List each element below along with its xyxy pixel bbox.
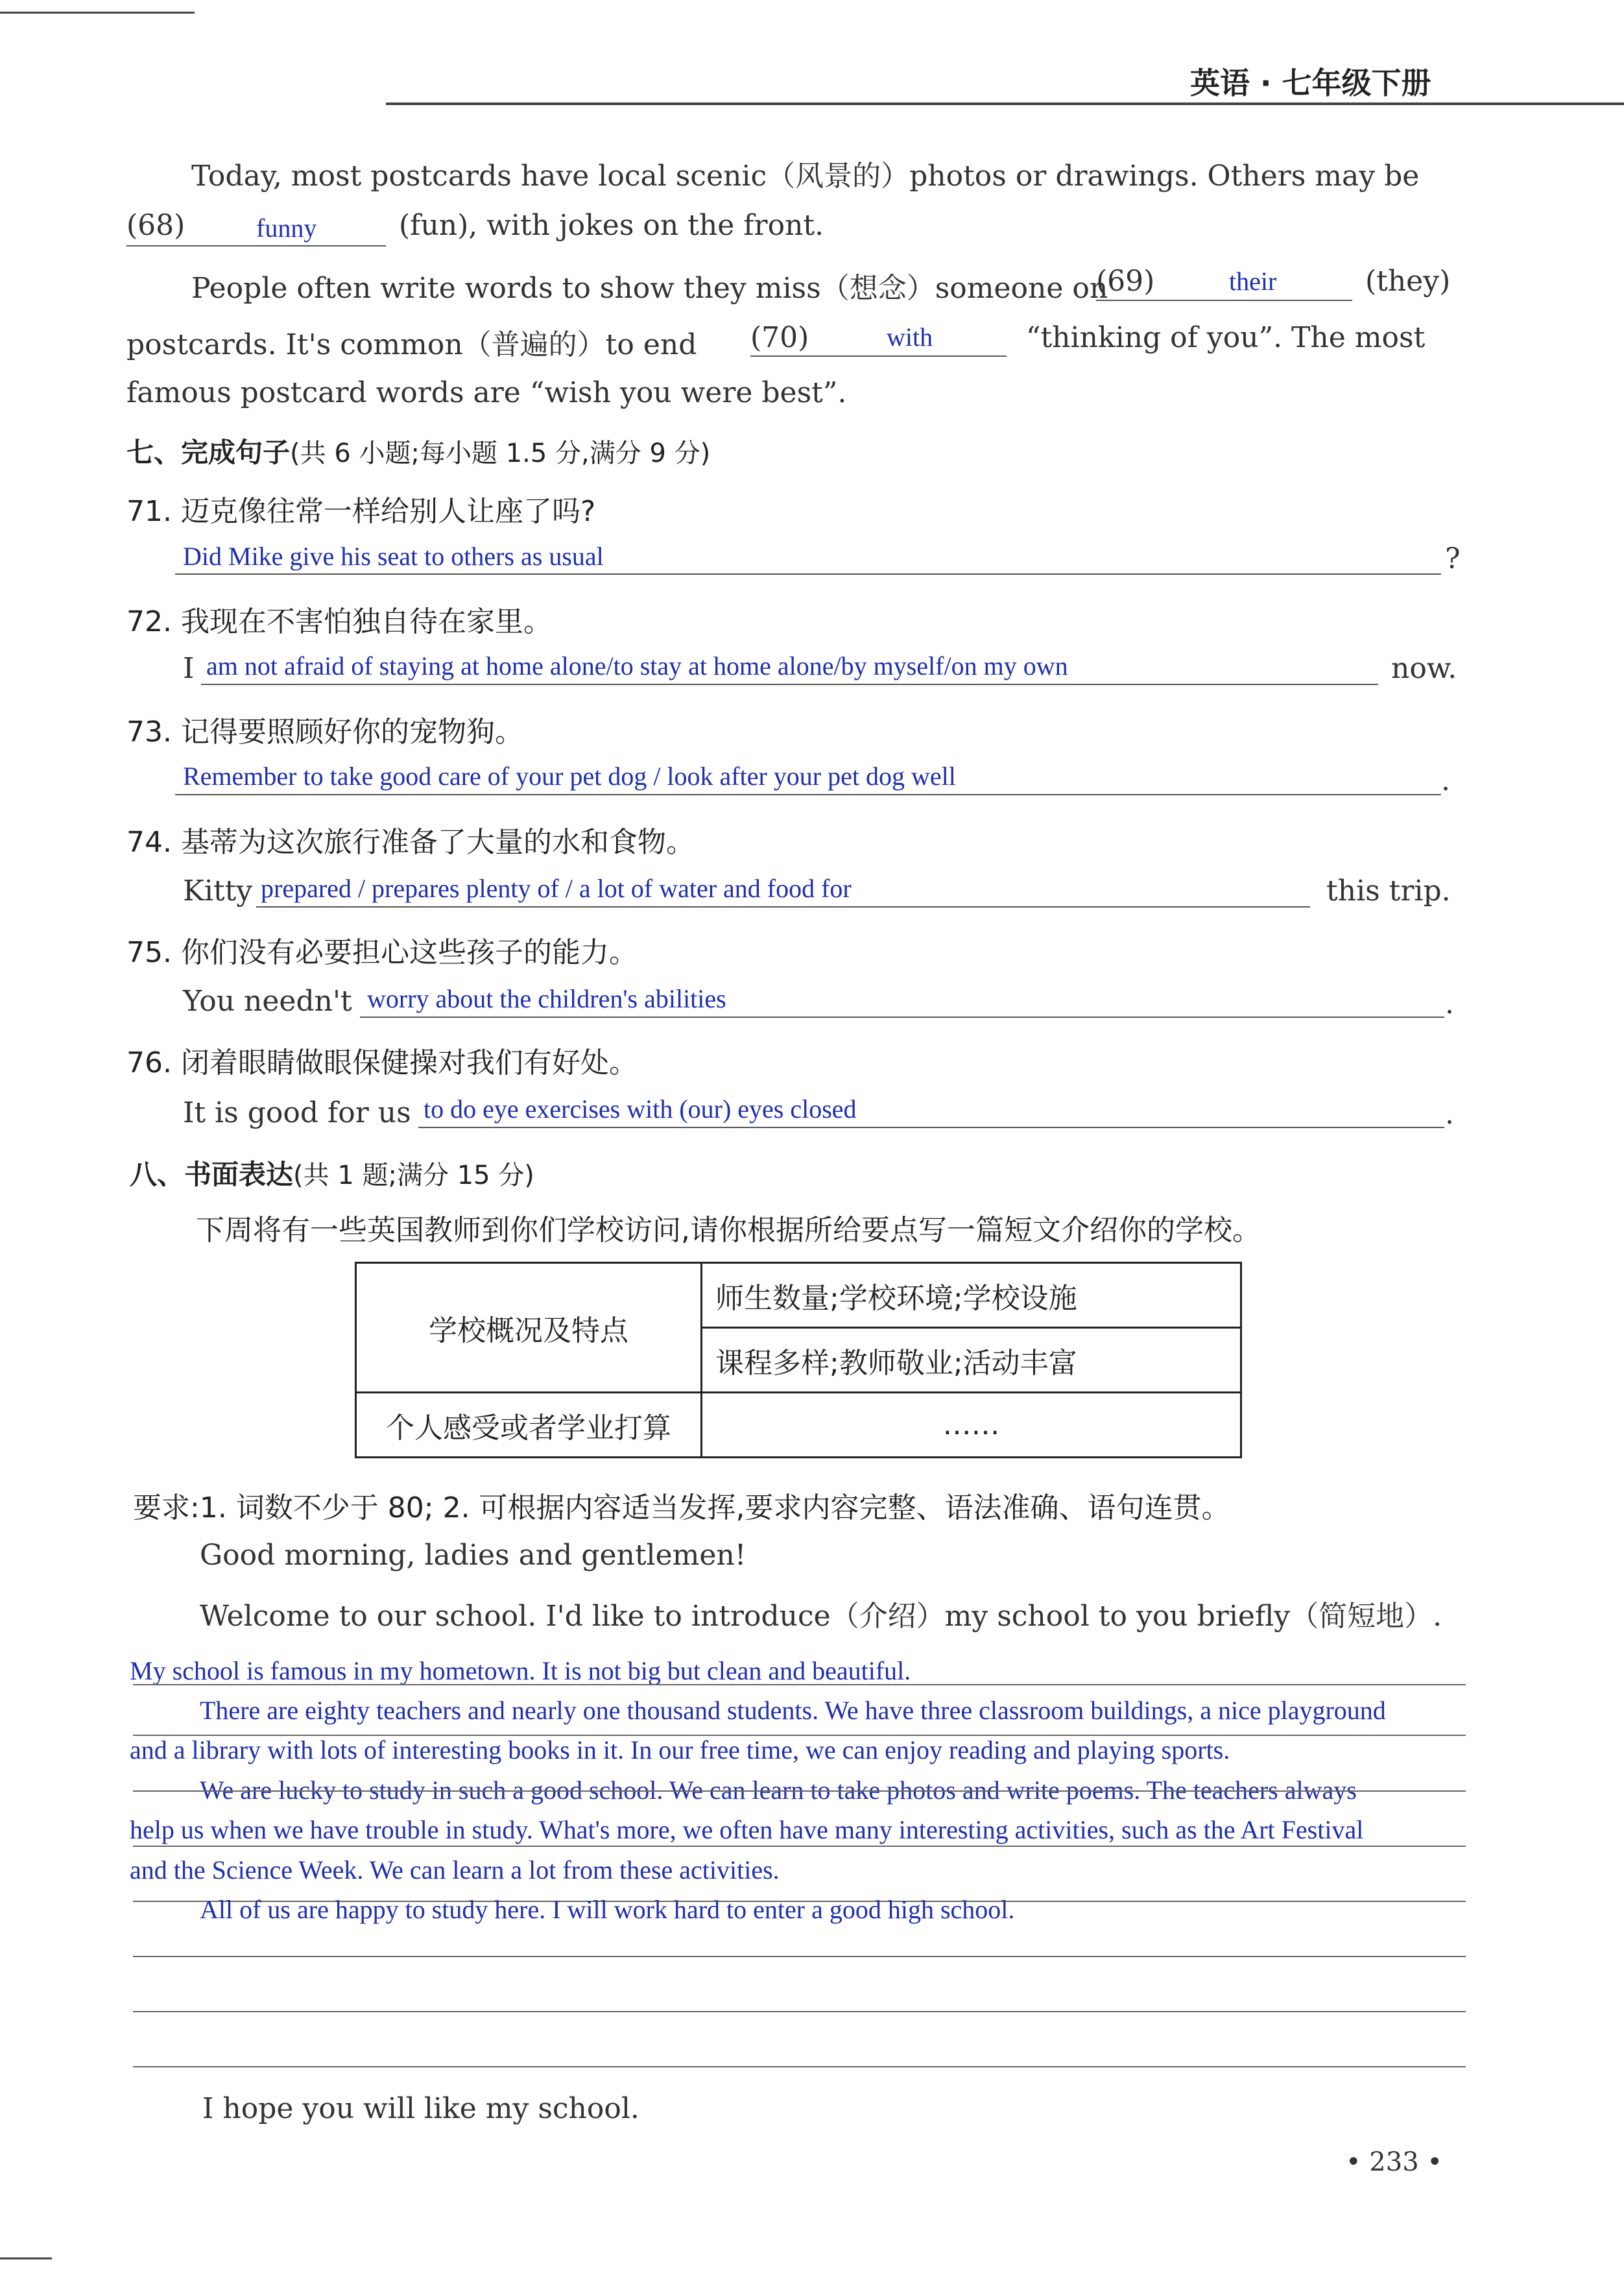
question-74-prefix: Kitty	[183, 874, 253, 908]
essay-rule-7	[133, 2011, 1466, 2012]
essay-rule-1	[133, 1684, 1466, 1685]
writing-closing: I hope you will like my school.	[202, 2092, 639, 2125]
essay-line-4[interactable]: We are lucky to study in such a good school. We can learn to take photos and write poems. The teachers always	[200, 1775, 1357, 1805]
question-76-suffix: .	[1445, 1098, 1454, 1131]
question-76-line	[418, 1127, 1444, 1128]
question-71-line	[175, 573, 1441, 575]
question-72-line	[201, 684, 1378, 685]
question-74-prompt: 74. 基蒂为这次旅行准备了大量的水和食物。	[126, 826, 695, 859]
question-72-prompt: 72. 我现在不害怕独自待在家里。	[126, 605, 552, 638]
essay-line-5[interactable]: help us when we have trouble in study. What's more, we often have many interesting activities, such as the Art Festival	[130, 1815, 1364, 1844]
section-8-heading	[130, 1153, 534, 1192]
passage-line-3-tail: (they)	[1365, 265, 1451, 298]
blank-69-label: (69)	[1096, 265, 1155, 298]
blank-68-line	[126, 245, 386, 247]
question-72-suffix: now.	[1391, 652, 1457, 685]
blank-69-line	[1096, 300, 1352, 301]
blank-68-label: (68)	[126, 209, 185, 242]
question-73-answer[interactable]: Remember to take good care of your pet dog / look after your pet dog well	[183, 762, 956, 791]
outline-table	[355, 1262, 1242, 1458]
blank-70-line	[750, 355, 1007, 357]
blank-69-answer[interactable]: their	[1229, 267, 1277, 296]
section-7-title: 七、完成句子	[126, 437, 291, 468]
essay-line-6[interactable]: and the Science Week. We can learn a lot from these activities.	[130, 1855, 780, 1884]
bottom-left-rule	[0, 2257, 52, 2259]
essay-rule-3	[133, 1790, 1466, 1792]
question-75-answer[interactable]: worry about the children's abilities	[367, 984, 726, 1013]
outline-cell-overview: 学校概况及特点	[356, 1263, 702, 1393]
question-71-suffix: ?	[1445, 542, 1461, 575]
question-74-suffix: this trip.	[1326, 874, 1451, 908]
essay-rule-8	[133, 2066, 1466, 2067]
essay-line-7[interactable]: All of us are happy to study here. I will work hard to enter a good high school.	[200, 1895, 1015, 1924]
question-75-suffix: .	[1445, 987, 1454, 1020]
blank-70-answer[interactable]: with	[887, 322, 933, 352]
page-number: • 233 •	[1346, 2147, 1442, 2177]
passage-line-4: postcards. It's common（普遍的）to end	[126, 328, 697, 361]
question-75-prompt: 75. 你们没有必要担心这些孩子的能力。	[126, 936, 638, 969]
passage-line-1: Today, most postcards have local scenic（风景的）photos or drawings. Others may be	[191, 160, 1420, 193]
section-8-title: 八、书面表达	[130, 1159, 294, 1190]
question-74-line	[256, 906, 1310, 908]
outline-cell-feelings: 个人感受或者学业打算	[356, 1393, 702, 1458]
question-74-answer[interactable]: prepared / prepares plenty of / a lot of water and food for	[261, 874, 852, 903]
passage-line-2-tail: (fun), with jokes on the front.	[399, 209, 824, 242]
passage-line-4-tail: “thinking of you”. The most	[1026, 321, 1426, 354]
outline-cell-more: ……	[702, 1393, 1241, 1458]
question-73-prompt: 73. 记得要照顾好你的宠物狗。	[126, 716, 523, 749]
question-71-prompt: 71. 迈克像往常一样给别人让座了吗?	[126, 495, 596, 528]
blank-68-answer[interactable]: funny	[256, 213, 317, 243]
writing-requirement: 要求:1. 词数不少于 80; 2. 可根据内容适当发挥,要求内容完整、语法准确、语句连贯。	[133, 1491, 1230, 1524]
top-left-rule	[0, 12, 195, 14]
question-75-prefix: You needn't	[183, 985, 352, 1018]
essay-line-2[interactable]: There are eighty teachers and nearly one thousand students. We have three classroom buildings, a nice playground	[200, 1696, 1386, 1725]
passage-line-3: People often write words to show they miss（想念）someone on	[191, 272, 1108, 305]
section-7-heading	[126, 431, 710, 470]
question-73-suffix: .	[1441, 764, 1450, 797]
essay-rule-4	[133, 1846, 1466, 1847]
question-76-prefix: It is good for us	[183, 1096, 411, 1129]
section-7-meta: (共 6 小题;每小题 1.5 分,满分 9 分)	[290, 439, 711, 468]
question-73-line	[175, 794, 1441, 795]
question-75-line	[360, 1017, 1444, 1018]
passage-line-5: famous postcard words are “wish you were best”.	[126, 376, 847, 409]
section-8-meta: (共 1 题;满分 15 分)	[293, 1161, 534, 1190]
essay-rule-6	[133, 1956, 1466, 1957]
writing-opening-greeting: Good morning, ladies and gentlemen!	[200, 1539, 746, 1572]
question-72-answer[interactable]: am not afraid of staying at home alone/to stay at home alone/by myself/on my own	[206, 651, 1068, 680]
header-rule	[386, 102, 1624, 105]
blank-70-label: (70)	[750, 321, 809, 354]
question-76-prompt: 76. 闭着眼睛做眼保健操对我们有好处。	[126, 1046, 638, 1079]
question-72-prefix: I	[183, 652, 195, 685]
essay-line-1[interactable]: My school is famous in my hometown. It is not big but clean and beautiful.	[130, 1656, 911, 1685]
question-71-answer[interactable]: Did Mike give his seat to others as usual	[183, 542, 604, 571]
outline-cell-courses: 课程多样;教师敬业;活动丰富	[702, 1328, 1241, 1393]
essay-line-3[interactable]: and a library with lots of interesting books in it. In our free time, we can enjoy reading and playing sports.	[130, 1735, 1230, 1764]
section-8-instruction: 下周将有一些英国教师到你们学校访问,请你根据所给要点写一篇短文介绍你的学校。	[196, 1214, 1261, 1247]
outline-cell-numbers: 师生数量;学校环境;学校设施	[702, 1263, 1241, 1328]
writing-opening-welcome: Welcome to our school. I'd like to introduce（介绍）my school to you briefly（简短地）.	[200, 1600, 1442, 1633]
question-76-answer[interactable]: to do eye exercises with (our) eyes closed	[424, 1094, 857, 1124]
page-header-title: 英语 · 七年级下册	[1190, 66, 1431, 101]
